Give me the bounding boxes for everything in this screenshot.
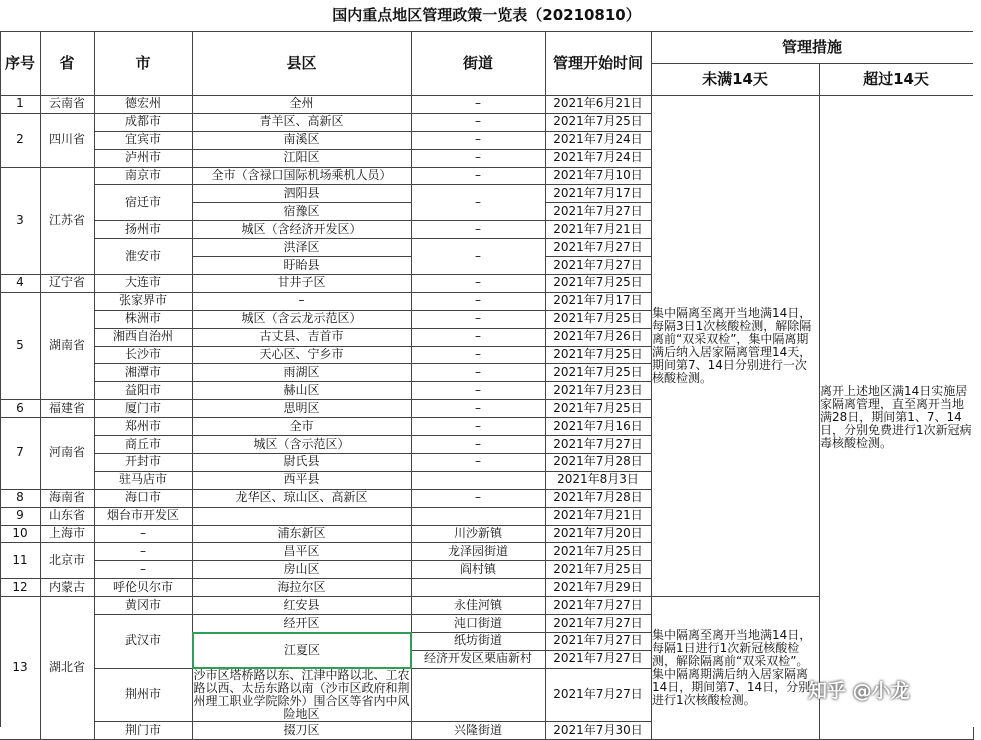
city-cell: 荆州市 (94, 668, 193, 723)
city-cell: 武汉市 (94, 614, 193, 669)
header-province: 省 (40, 31, 95, 96)
county-cell: 宿豫区 (192, 202, 412, 221)
measure-under-14-a: 集中隔离至离开当地满14日，每隔3日1次核酸检测，解除隔离前“双采双检”，集中隔离期满后纳入居家隔离管理14天，期间第7、14日分别进行一次核酸检测。 (651, 95, 820, 597)
county-cell: 盱眙县 (192, 256, 412, 275)
header-under-14: 未满14天 (651, 63, 820, 96)
seq-cell: 6 (0, 399, 41, 418)
header-measures: 管理措施 (651, 31, 974, 64)
county-cell: – (192, 292, 412, 311)
street-cell: – (411, 417, 546, 436)
city-cell: 开封市 (94, 453, 193, 472)
street-cell: – (411, 113, 546, 132)
province-cell: 江苏省 (40, 167, 95, 275)
street-cell: 川沙新镇 (411, 525, 546, 544)
date-cell: 2021年7月27日 (545, 256, 652, 275)
province-cell: 山东省 (40, 507, 95, 526)
header-start-time: 管理开始时间 (545, 31, 652, 96)
street-cell: – (411, 381, 546, 400)
county-cell: 房山区 (192, 560, 412, 579)
city-cell: 郑州市 (94, 417, 193, 436)
city-cell: 烟台市开发区 (94, 507, 193, 526)
county-cell: 城区（含经济开发区） (192, 220, 412, 239)
date-cell: 2021年7月27日 (545, 238, 652, 257)
county-cell: 全市 (192, 417, 412, 436)
seq-cell: 5 (0, 292, 41, 400)
street-cell: – (411, 238, 546, 275)
seq-cell: 8 (0, 489, 41, 508)
measure-over-14: 离开上述地区满14日实施居家隔离管理，直至离开当地满28日，期间第1、7、14日，分别免费进行1次新冠病毒核酸检测。 (819, 95, 974, 740)
date-cell: 2021年7月25日 (545, 543, 652, 562)
date-cell: 2021年7月23日 (545, 381, 652, 400)
county-cell: 城区（含示范区） (192, 435, 412, 454)
header-seq: 序号 (0, 31, 41, 96)
province-cell: 上海市 (40, 525, 95, 544)
province-cell: 北京市 (40, 543, 95, 580)
street-cell: – (411, 149, 546, 168)
street-cell: 经济开发区栗庙新村 (411, 650, 546, 669)
seq-cell: 7 (0, 417, 41, 490)
province-cell: 湖北省 (40, 596, 95, 740)
county-cell: 青羊区、高新区 (192, 113, 412, 132)
date-cell: 2021年7月27日 (545, 202, 652, 221)
county-cell: 尉氏县 (192, 453, 412, 472)
seq-cell: 12 (0, 578, 41, 597)
street-cell: – (411, 453, 546, 472)
city-cell: – (94, 525, 193, 544)
date-cell: 2021年7月30日 (545, 722, 652, 740)
province-cell: 内蒙古 (40, 578, 95, 597)
city-cell: 扬州市 (94, 220, 193, 239)
date-cell: 2021年7月20日 (545, 525, 652, 544)
street-cell: – (411, 310, 546, 329)
date-cell: 2021年7月27日 (545, 668, 652, 723)
province-cell: 云南省 (40, 95, 95, 114)
header-city: 市 (94, 31, 193, 96)
city-cell: 黄冈市 (94, 596, 193, 615)
county-cell: 掇刀区 (192, 722, 412, 740)
date-cell: 2021年7月27日 (545, 650, 652, 669)
county-cell: 龙华区、琼山区、高新区 (192, 489, 412, 508)
county-cell: 沙市区塔桥路以东、江津中路以北、工农路以西、太岳东路以南（沙市区政府和荆州理工职业学院除外）围合区等省内中风险地区 (192, 668, 412, 723)
street-cell: 阎村镇 (411, 560, 546, 579)
date-cell: 2021年6月21日 (545, 95, 652, 114)
county-cell: 甘井子区 (192, 274, 412, 293)
street-cell: 龙泽园街道 (411, 543, 546, 562)
street-cell: – (411, 167, 546, 186)
sheet-title: 国内重点地区管理政策一览表（20210810） (0, 0, 974, 32)
city-cell: 德宏州 (94, 95, 193, 114)
date-cell: 2021年7月16日 (545, 417, 652, 436)
header-over-14: 超过14天 (819, 63, 974, 96)
date-cell: 2021年7月27日 (545, 614, 652, 633)
county-cell-selected[interactable]: 江夏区 (192, 632, 412, 669)
province-cell: 海南省 (40, 489, 95, 508)
seq-cell: 13 (0, 596, 41, 740)
city-cell: 成都市 (94, 113, 193, 132)
date-cell: 2021年7月25日 (545, 310, 652, 329)
street-cell: – (411, 346, 546, 365)
county-cell: 赫山区 (192, 381, 412, 400)
seq-cell: 9 (0, 507, 41, 526)
province-cell: 湖南省 (40, 292, 95, 400)
city-cell: 益阳市 (94, 381, 193, 400)
county-cell: 天心区、宁乡市 (192, 346, 412, 365)
city-cell: 张家界市 (94, 292, 193, 311)
date-cell: 2021年7月25日 (545, 399, 652, 418)
grid-left-border (0, 31, 1, 727)
date-cell: 2021年7月25日 (545, 346, 652, 365)
province-cell: 辽宁省 (40, 274, 95, 293)
date-cell: 2021年7月28日 (545, 489, 652, 508)
street-cell: – (411, 489, 546, 508)
street-cell: – (411, 364, 546, 383)
date-cell: 2021年8月3日 (545, 471, 652, 490)
city-cell: 商丘市 (94, 435, 193, 454)
street-cell: 纸坊街道 (411, 632, 546, 651)
city-cell: 泸州市 (94, 149, 193, 168)
city-cell: 长沙市 (94, 346, 193, 365)
city-cell: 南京市 (94, 167, 193, 186)
street-cell-empty (411, 471, 546, 490)
street-cell: 兴隆街道 (411, 722, 546, 740)
date-cell: 2021年7月25日 (545, 113, 652, 132)
county-cell: 城区（含云龙示范区） (192, 310, 412, 329)
date-cell: 2021年7月25日 (545, 274, 652, 293)
city-cell: – (94, 560, 193, 579)
county-cell: 西平县 (192, 471, 412, 490)
county-cell: 经开区 (192, 614, 412, 633)
street-cell: – (411, 185, 546, 222)
watermark: 知乎 @小龙 (808, 676, 910, 703)
street-cell: – (411, 399, 546, 418)
street-cell: – (411, 95, 546, 114)
street-cell: – (411, 220, 546, 239)
county-cell: 洪泽区 (192, 238, 412, 257)
street-cell-empty (411, 507, 546, 526)
date-cell: 2021年7月25日 (545, 364, 652, 383)
city-cell: 海口市 (94, 489, 193, 508)
county-cell: 泗阳县 (192, 185, 412, 204)
seq-cell: 11 (0, 543, 41, 580)
province-cell: 福建省 (40, 399, 95, 418)
measure-under-14-b: 集中隔离至离开当地满14日，每隔1日进行1次新冠核酸检测，解除隔离前“双采双检”。集中隔离期满后纳入居家隔离14日，期间第7、14日，分别进行1次核酸检测。 (651, 596, 820, 740)
street-cell: – (411, 131, 546, 150)
county-cell (192, 507, 412, 526)
date-cell: 2021年7月25日 (545, 560, 652, 579)
date-cell: 2021年7月10日 (545, 167, 652, 186)
date-cell: 2021年7月29日 (545, 578, 652, 597)
date-cell: 2021年7月24日 (545, 149, 652, 168)
city-cell: 湘西自治州 (94, 328, 193, 347)
county-cell: 思明区 (192, 399, 412, 418)
city-cell: – (94, 543, 193, 562)
county-cell: 江阳区 (192, 149, 412, 168)
street-cell: 沌口街道 (411, 614, 546, 633)
date-cell: 2021年7月28日 (545, 453, 652, 472)
street-cell: – (411, 292, 546, 311)
city-cell: 大连市 (94, 274, 193, 293)
grid-top-border (0, 31, 973, 32)
county-cell: 全市（含禄口国际机场乘机人员） (192, 167, 412, 186)
city-cell: 宜宾市 (94, 131, 193, 150)
date-cell: 2021年7月17日 (545, 292, 652, 311)
city-cell: 厦门市 (94, 399, 193, 418)
county-cell: 红安县 (192, 596, 412, 615)
province-cell: 河南省 (40, 417, 95, 490)
city-cell: 荆门市 (94, 722, 193, 740)
county-cell: 全州 (192, 95, 412, 114)
street-cell: – (411, 274, 546, 293)
date-cell: 2021年7月27日 (545, 596, 652, 615)
county-cell: 海拉尔区 (192, 578, 412, 597)
street-cell-empty (411, 578, 546, 597)
date-cell: 2021年7月24日 (545, 131, 652, 150)
header-county: 县区 (192, 31, 412, 96)
county-cell: 浦东新区 (192, 525, 412, 544)
seq-cell: 3 (0, 167, 41, 275)
county-cell: 昌平区 (192, 543, 412, 562)
street-cell: 永佳河镇 (411, 596, 546, 615)
city-cell: 驻马店市 (94, 471, 193, 490)
seq-cell: 1 (0, 95, 41, 114)
city-cell: 湘潭市 (94, 364, 193, 383)
city-cell: 呼伦贝尔市 (94, 578, 193, 597)
date-cell: 2021年7月27日 (545, 435, 652, 454)
date-cell: 2021年7月17日 (545, 185, 652, 204)
province-cell: 四川省 (40, 113, 95, 168)
header-street: 街道 (411, 31, 546, 96)
seq-cell: 2 (0, 113, 41, 168)
city-cell: 株洲市 (94, 310, 193, 329)
sheet-right-margin (973, 0, 981, 727)
county-cell: 古丈县、吉首市 (192, 328, 412, 347)
seq-cell: 4 (0, 274, 41, 293)
date-cell: 2021年7月27日 (545, 632, 652, 651)
date-cell: 2021年7月21日 (545, 220, 652, 239)
county-cell: 雨湖区 (192, 364, 412, 383)
city-cell: 宿迁市 (94, 185, 193, 222)
county-cell: 南溪区 (192, 131, 412, 150)
street-cell: – (411, 435, 546, 454)
street-cell-empty (411, 668, 546, 723)
city-cell: 淮安市 (94, 238, 193, 275)
date-cell: 2021年7月26日 (545, 328, 652, 347)
date-cell: 2021年7月21日 (545, 507, 652, 526)
street-cell: – (411, 328, 546, 347)
seq-cell: 10 (0, 525, 41, 544)
